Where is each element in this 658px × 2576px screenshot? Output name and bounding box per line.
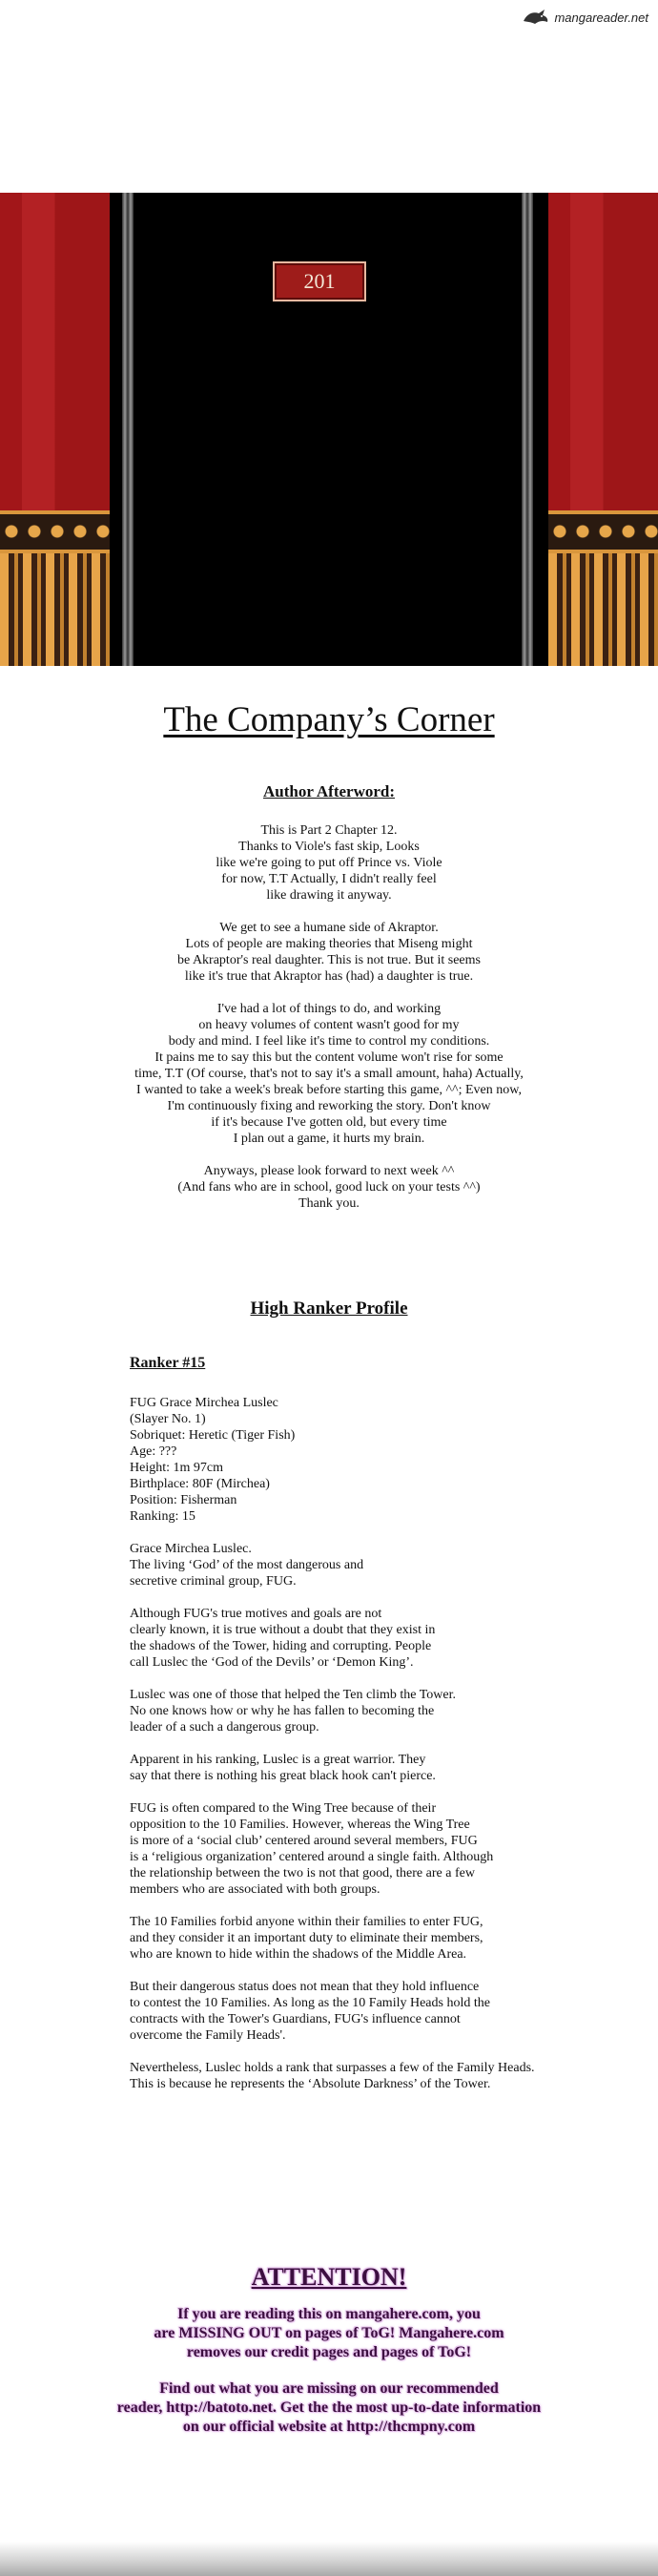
attention-line: removes our credit pages and pages of ToG! [186,2344,472,2360]
bottom-fade [0,2542,658,2576]
site-watermark [522,8,648,27]
left-curtain [0,193,110,666]
profile-paragraph: Although FUG's true motives and goals are not clearly known, it is true without a doubt that they exist in the shadows of the Tower, hiding and corrupting. People call Luslec the ‘God of the Devils’ or ‘Demon King’. [130,1607,436,1670]
attention-line: Find out what you are missing on our recommended [159,2380,499,2397]
profile-paragraph: But their dangerous status does not mean that they hold influence to contest the 10 Families. As long as the 10 Family Heads hold the contracts with the Tower's Guardians, FUG's influence cannot overcome the Family Heads'. [130,1980,490,2043]
page-title: The Company’s Corner [163,700,495,739]
attention-notice [0,2263,658,2437]
attention-line: If you are reading this on mangahere.com, you [177,2306,481,2322]
attention-line: on our official website at http://thcmpny.com [182,2419,476,2435]
attention-heading: ATTENTION! [251,2263,407,2291]
dragon-logo-icon [522,8,550,27]
afterword-paragraph: We get to see a humane side of Akraptor. Lots of people are making theories that Miseng might be Akraptor's real daughter. This is not true. But it seems like it's true that Akraptor has (had) a daughter is true. [177,921,481,984]
right-curtain [548,193,658,666]
chapter-banner [0,193,658,666]
profile-paragraph: FUG is often compared to the Wing Tree because of their opposition to the 10 Families. However, whereas the Wing Tree is more of a ‘social club’ centered around several members, FUG is a ‘religious organization’ centered around a single faith. Although the relationship between the two is not that good, there are a few members who are associated with both groups. [130,1801,494,1897]
author-afterword-heading: Author Afterword: [262,782,396,800]
afterword-paragraph: This is Part 2 Chapter 12. Thanks to Viole's fast skip, Looks like we're going to put off Prince vs. Viole for now, T.T Actually, I didn't really feel like drawing it anyway. [216,823,442,903]
profile-paragraph: Nevertheless, Luslec holds a rank that surpasses a few of the Family Heads. This is because he represents the ‘Absolute Darkness’ of the Tower. [130,2061,535,2091]
pillar [128,193,134,666]
watermark-text: mangareader.net [554,10,648,25]
chapter-number-plate: 201 [273,261,366,301]
attention-line: reader, http://batoto.net. Get the the most up-to-date information [116,2399,542,2416]
profile-paragraph: Luslec was one of those that helped the Ten climb the Tower. No one knows how or why he has fallen to becoming the leader of a such a dangerous group. [130,1688,456,1735]
attention-line: are MISSING OUT on pages of ToG! Mangahere.com [154,2325,504,2341]
profile-paragraph: The 10 Families forbid anyone within their families to enter FUG, and they consider it an important duty to eliminate their members, who are known to hide within the shadows of the Middle Area. [130,1915,483,1962]
profile-paragraph: Grace Mirchea Luslec. The living ‘God’ of the most dangerous and secretive criminal group, FUG. [130,1542,364,1589]
pillar [527,193,533,666]
profile-paragraph: Apparent in his ranking, Luslec is a great warrior. They say that there is nothing his great black hook can't pierce. [130,1753,436,1783]
afterword-text [0,822,658,1228]
afterword-paragraph: Anyways, please look forward to next week ^^ (And fans who are in school, good luck on your tests ^^) Thank you. [177,1164,481,1211]
high-ranker-profile-heading: High Ranker Profile [250,1298,408,1319]
ranker-number: Ranker #15 [130,1355,206,1371]
afterword-paragraph: I've had a lot of things to do, and working on heavy volumes of content wasn't good for my body and mind. I feel like it's time to control my conditions. It pains me to say this but the content volume won't rise for some time, T.T (Of course, that's not to say it's a small amount, haha) Actually, I wanted to take a week's break before starting this game, ^^; Even now, I'm continuously fixing and reworking the story. Don't know if it's because I've gotten old, but every time I plan out a game, it hurts my brain. [134,1002,524,1146]
ranker-profile-text [130,1395,549,2109]
profile-stats: FUG Grace Mirchea Luslec (Slayer No. 1) Sobriquet: Heretic (Tiger Fish) Age: ??? Height: 1m 97cm Birthplace: 80F (Mirchea) Position: Fisherman Ranking: 15 [130,1396,296,1524]
